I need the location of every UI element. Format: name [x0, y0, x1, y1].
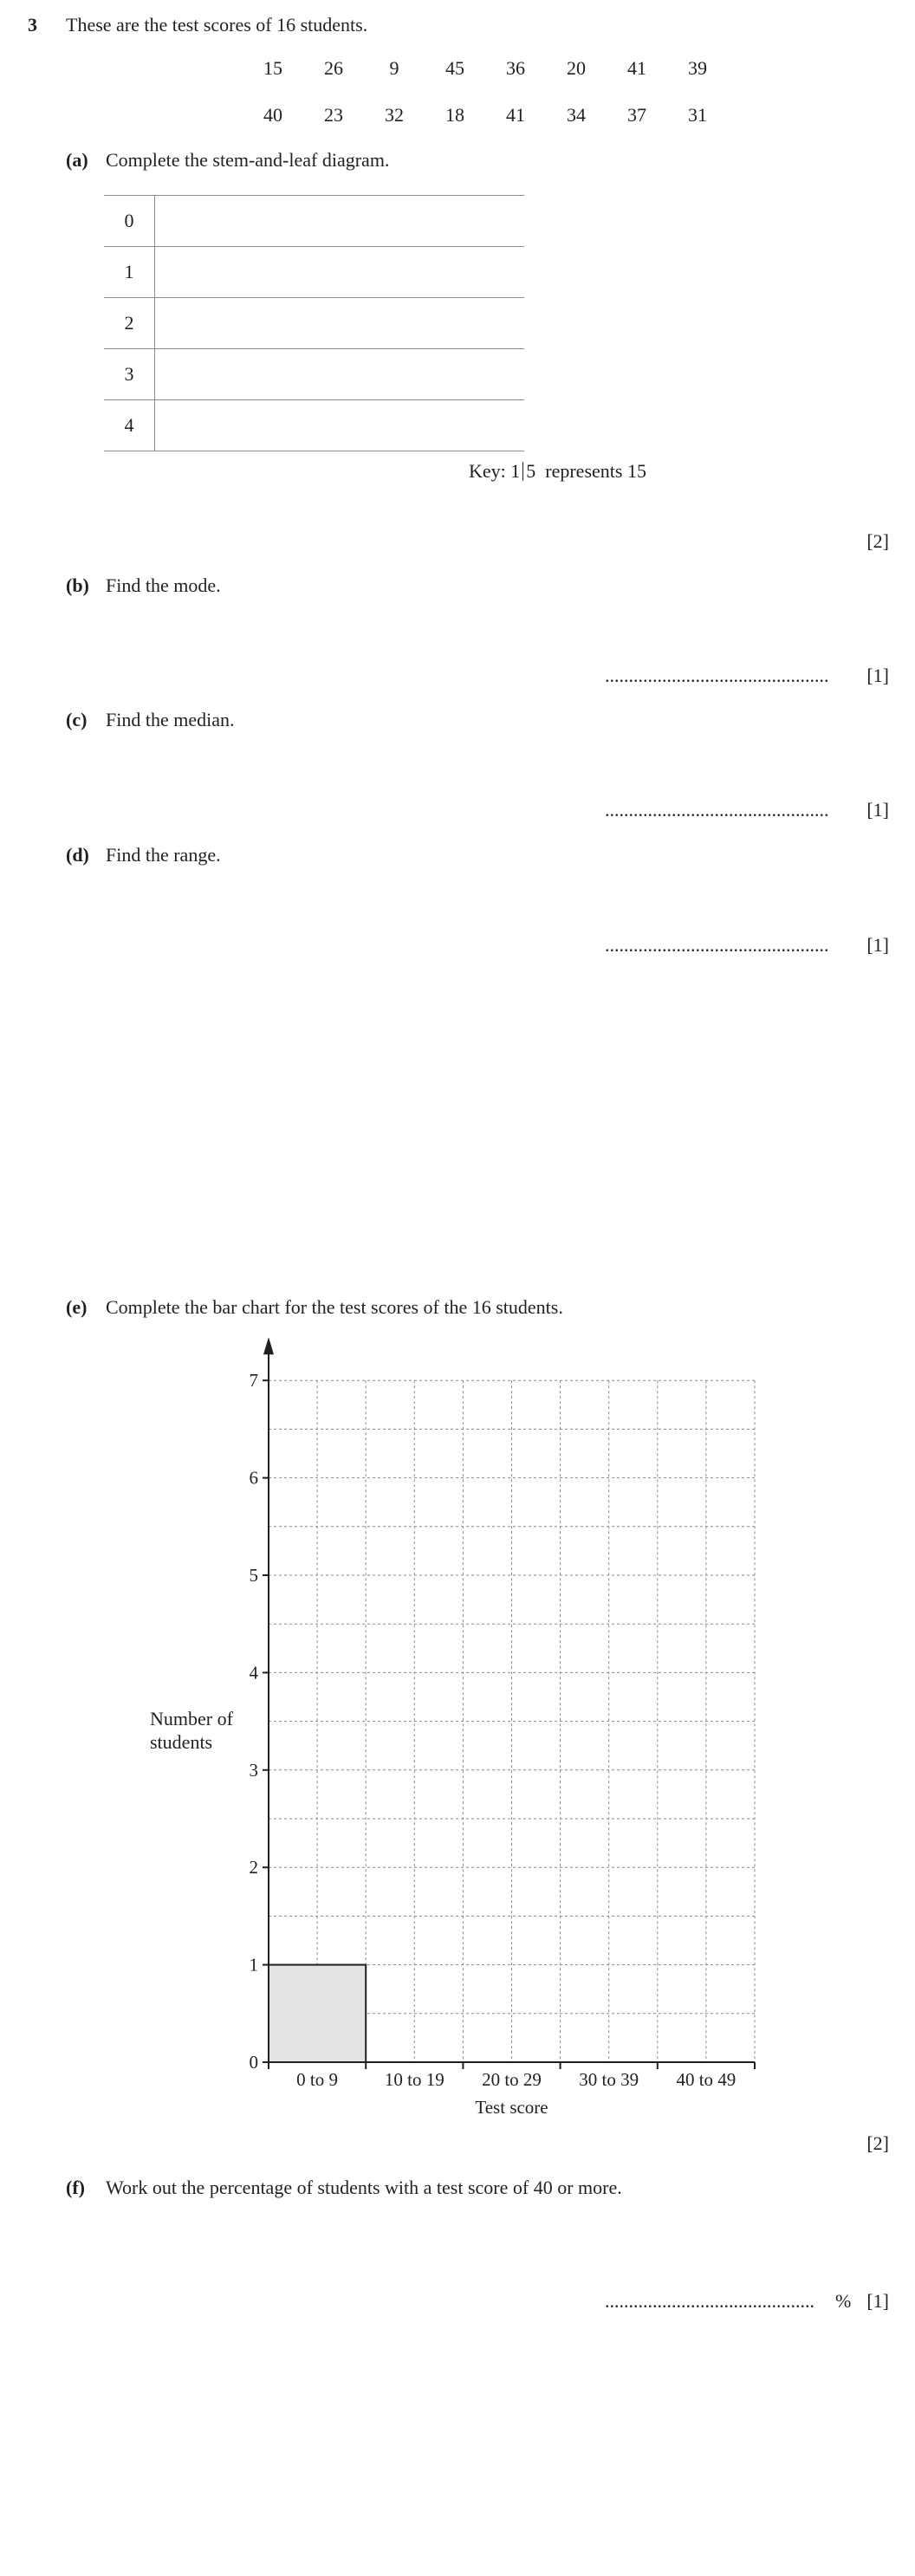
part-b-mark: [1]	[866, 665, 889, 686]
part-c-text: Find the median.	[106, 709, 235, 730]
part-e-mark: [2]	[866, 2132, 889, 2154]
score-value: 36	[506, 57, 525, 79]
bar-0-to-9	[269, 1965, 366, 2062]
part-d-label: (d)	[66, 844, 89, 866]
x-category-label: 40 to 49	[676, 2069, 737, 2090]
score-value: 32	[385, 104, 404, 126]
part-b-label: (b)	[66, 574, 89, 596]
stem-value: 3	[104, 349, 155, 400]
score-value: 23	[324, 104, 343, 126]
part-f-mark: [1]	[866, 2290, 889, 2312]
score-value: 45	[445, 57, 464, 79]
part-e-text: Complete the bar chart for the test scores of the 16 students.	[106, 1296, 563, 1318]
y-tick-label: 5	[249, 1565, 258, 1586]
stem-value: 4	[104, 400, 155, 451]
part-d-text: Find the range.	[106, 844, 221, 866]
stem-leaf-key	[469, 460, 646, 483]
x-category-label: 20 to 29	[482, 2069, 542, 2090]
part-f-unit: %	[835, 2290, 852, 2312]
y-tick-label: 3	[249, 1759, 258, 1781]
key-suffix: 5 represents 15	[526, 460, 646, 482]
stem-value: 0	[104, 196, 155, 247]
part-a-mark: [2]	[866, 530, 889, 552]
leaf-cell[interactable]	[155, 400, 525, 451]
score-value: 31	[688, 104, 707, 126]
y-tick-label: 7	[249, 1370, 258, 1392]
part-d-mark: [1]	[866, 934, 889, 956]
stem-row	[104, 400, 524, 451]
leaf-cell[interactable]	[155, 247, 525, 298]
leaf-cell[interactable]	[155, 196, 525, 247]
y-tick-label: 0	[249, 2052, 258, 2073]
leaf-cell[interactable]	[155, 349, 525, 400]
stem-and-leaf-diagram	[104, 195, 524, 451]
score-value: 37	[627, 104, 646, 126]
y-tick-label: 6	[249, 1467, 258, 1489]
y-axis-arrow-icon	[263, 1337, 274, 1354]
score-value: 40	[263, 104, 282, 126]
part-a-text: Complete the stem-and-leaf diagram.	[106, 149, 390, 171]
x-category-label: 10 to 19	[384, 2069, 445, 2090]
score-value: 18	[445, 104, 464, 126]
part-f-label: (f)	[66, 2177, 85, 2198]
part-c-answer-line[interactable]: ...............................................	[605, 799, 829, 821]
x-category-label: 30 to 39	[579, 2069, 639, 2090]
y-label-line-2: students	[150, 1731, 213, 1753]
score-value: 41	[506, 104, 525, 126]
bar-chart	[130, 1326, 771, 2132]
part-b-answer-line[interactable]: ...............................................	[605, 665, 829, 686]
key-prefix: Key: 1	[469, 460, 521, 482]
scores-row-1	[243, 57, 728, 80]
score-value: 41	[627, 57, 646, 79]
stem-row	[104, 298, 524, 349]
score-value: 34	[567, 104, 586, 126]
score-value: 9	[389, 57, 399, 79]
score-value: 39	[688, 57, 707, 79]
stem-row	[104, 196, 524, 247]
part-e-label: (e)	[66, 1296, 88, 1318]
y-tick-label: 1	[249, 1954, 258, 1976]
x-category-label: 0 to 9	[296, 2069, 339, 2090]
x-axis-title: Test score	[475, 2097, 548, 2118]
part-b-text: Find the mode.	[106, 574, 221, 596]
y-tick-label: 4	[249, 1662, 258, 1684]
stem-value: 2	[104, 298, 155, 349]
part-a-label: (a)	[66, 149, 88, 171]
key-divider	[522, 462, 523, 481]
stem-row	[104, 349, 524, 400]
question-intro: These are the test scores of 16 students.	[66, 14, 368, 36]
part-c-mark: [1]	[866, 799, 889, 821]
part-f-answer-line[interactable]: ............................................	[605, 2290, 814, 2312]
score-value: 20	[567, 57, 586, 79]
part-f-text: Work out the percentage of students with a test score of 40 or more.	[106, 2177, 622, 2198]
score-value: 26	[324, 57, 343, 79]
stem-value: 1	[104, 247, 155, 298]
part-c-label: (c)	[66, 709, 88, 730]
y-label-line-1: Number of	[150, 1708, 233, 1729]
leaf-cell[interactable]	[155, 298, 525, 349]
part-d-answer-line[interactable]: ...............................................	[605, 934, 829, 956]
y-tick-label: 2	[249, 1857, 258, 1878]
score-value: 15	[263, 57, 282, 79]
stem-row	[104, 247, 524, 298]
question-number: 3	[28, 14, 37, 36]
scores-row-2	[243, 104, 728, 127]
